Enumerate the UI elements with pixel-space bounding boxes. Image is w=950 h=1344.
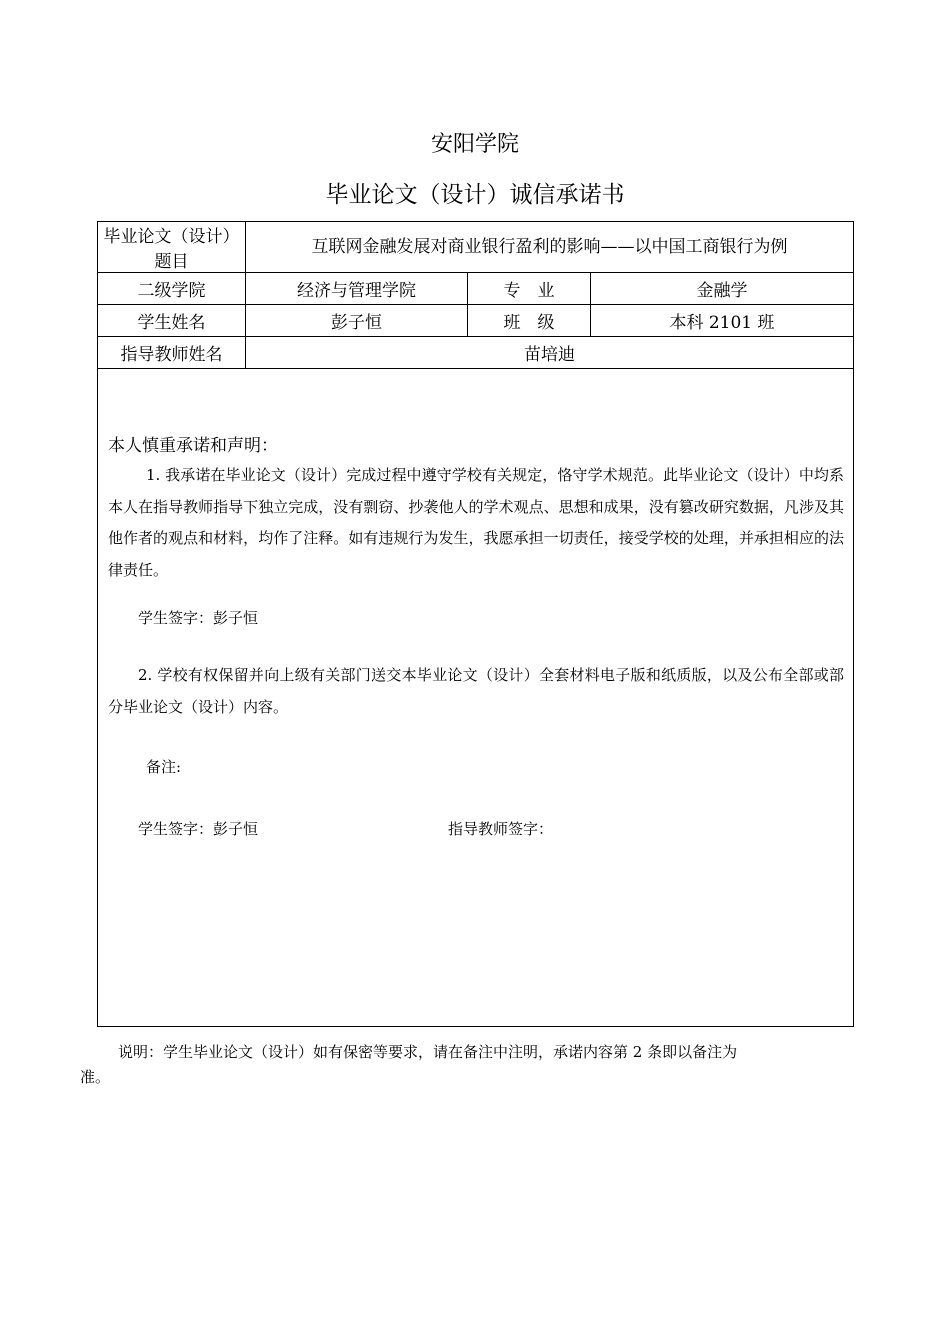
student-name-label: 学生姓名 <box>98 305 246 337</box>
school-name: 安阳学院 <box>430 132 519 157</box>
student-name-value: 彭子恒 <box>246 305 468 337</box>
class-label: 班 级 <box>468 305 591 337</box>
info-table <box>97 221 854 369</box>
class-value: 本科 2101 班 <box>591 305 854 337</box>
advisor-signature: 指导教师签字： <box>448 820 554 838</box>
topic-row <box>98 222 854 273</box>
footer-note: 说明：学生毕业论文（设计）如有保密等要求，请在备注中注明，承诺内容第 2 条即以备注为准。 <box>80 1043 738 1086</box>
commitment-item-2: 2. 学校有权保留并向上级有关部门送交本毕业论文（设计）全套材料电子版和纸质版，以及公布全部或部分毕业论文（设计）内容。 <box>108 666 844 716</box>
student-row <box>98 305 854 337</box>
document-title: 毕业论文（设计）诚信承诺书 <box>325 182 625 208</box>
topic-value: 互联网金融发展对商业银行盈利的影响——以中国工商银行为例 <box>246 222 854 273</box>
remark-label: 备注: <box>146 758 182 776</box>
college-label: 二级学院 <box>98 273 246 305</box>
major-value: 金融学 <box>591 273 854 305</box>
advisor-name-value: 苗培迪 <box>246 337 854 369</box>
topic-label: 毕业论文（设计）题目 <box>98 222 246 273</box>
college-value: 经济与管理学院 <box>246 273 468 305</box>
commitment-item-1: 1. 我承诺在毕业论文（设计）完成过程中遵守学校有关规定，恪守学术规范。此毕业论文（设计）中均系本人在指导教师指导下独立完成，没有剽窃、抄袭他人的学术观点、思想和成果，没有篡改研究数据，凡涉及其他作者的观点和材料，均作了注释。如有违规行为发生，我愿承担一切责任，接受学校的处理，并承担相应的法律责任。 <box>108 466 844 579</box>
advisor-name-label: 指导教师姓名 <box>98 337 246 369</box>
student-signature-2: 学生签字：彭子恒 <box>138 820 259 838</box>
college-row <box>98 273 854 305</box>
major-label: 专 业 <box>468 273 591 305</box>
student-signature-1: 学生签字：彭子恒 <box>138 609 259 627</box>
declaration-heading: 本人慎重承诺和声明： <box>108 436 278 456</box>
